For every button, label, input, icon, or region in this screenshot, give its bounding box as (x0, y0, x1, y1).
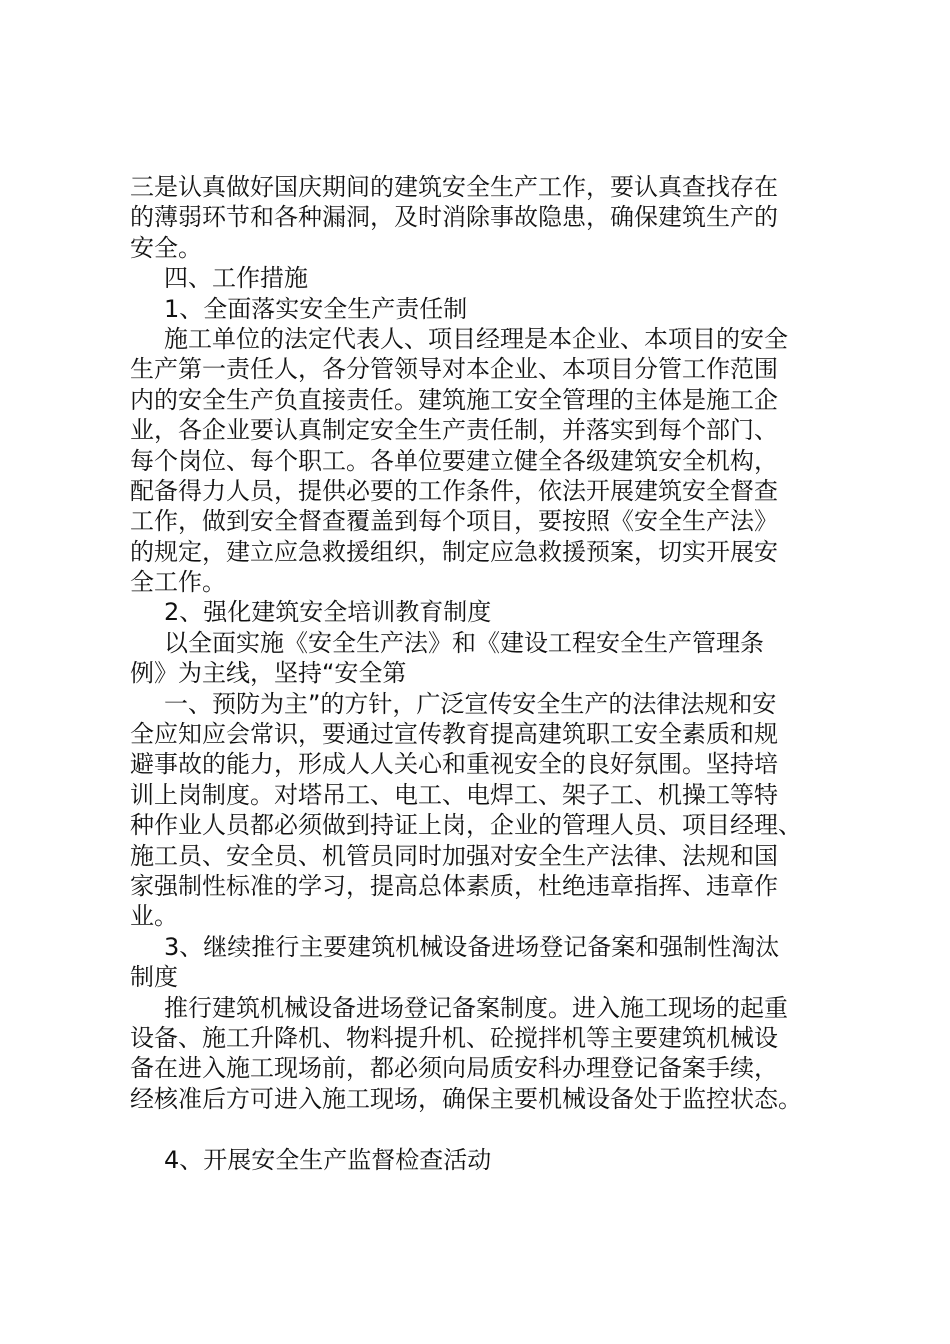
text-line: 避事故的能力，形成人人关心和重视安全的良好氛围。坚持培 (130, 750, 778, 779)
text-line: 设备、施工升降机、物料提升机、砼搅拌机等主要建筑机械设 (130, 1023, 778, 1052)
text-line: 种作业人员都必须做到持证上岗，企业的管理人员、项目经理、 (130, 811, 802, 840)
text-line: 备在进入施工现场前，都必须向局质安科办理登记备案手续， (130, 1054, 778, 1083)
subsection-heading: 1、全面落实安全生产责任制 (164, 294, 468, 323)
text-line: 配备得力人员，提供必要的工作条件，依法开展建筑安全督查 (130, 476, 778, 505)
text-line: 安全。 (130, 233, 202, 262)
text-line: 业。 (130, 902, 178, 931)
text-line: 的规定，建立应急救援组织，制定应急救援预案，切实开展安 (130, 537, 778, 566)
subsection-heading: 2、强化建筑安全培训教育制度 (164, 598, 492, 627)
text-line: 工作，做到安全督查覆盖到每个项目，要按照《安全生产法》 (130, 507, 778, 536)
blank-line (130, 1114, 842, 1144)
text-line: 施工员、安全员、机管员同时加强对安全生产法律、法规和国 (130, 841, 778, 870)
text-line: 制度 (130, 963, 178, 992)
subsection-heading: 4、开展安全生产监督检查活动 (164, 1145, 492, 1174)
paragraph-start: 以全面实施《安全生产法》和《建设工程安全生产管理条 (164, 628, 764, 657)
text-line: 全应知应会常识，要通过宣传教育提高建筑职工安全素质和规 (130, 720, 778, 749)
text-line: 例》为主线，坚持“安全第 (130, 659, 407, 688)
text-line: 训上岗制度。对塔吊工、电工、电焊工、架子工、机操工等特 (130, 780, 778, 809)
text-line: 内的安全生产负直接责任。建筑施工安全管理的主体是施工企 (130, 385, 778, 414)
paragraph-start: 推行建筑机械设备进场登记备案制度。进入施工现场的起重 (164, 993, 788, 1022)
paragraph-start: 施工单位的法定代表人、项目经理是本企业、本项目的安全 (164, 324, 788, 353)
paragraph-start: 一、预防为主”的方针，广泛宣传安全生产的法律法规和安 (164, 689, 777, 718)
text-line: 每个岗位、每个职工。各单位要建立健全各级建筑安全机构， (130, 446, 778, 475)
text-line: 生产第一责任人，各分管领导对本企业、本项目分管工作范围 (130, 355, 778, 384)
text-line: 全工作。 (130, 568, 226, 597)
text-line: 的薄弱环节和各种漏洞，及时消除事故隐患，确保建筑生产的 (130, 203, 778, 232)
text-line: 经核准后方可进入施工现场，确保主要机械设备处于监控状态。 (130, 1084, 802, 1113)
subsection-heading: 3、继续推行主要建筑机械设备进场登记备案和强制性淘汰 (164, 932, 780, 961)
section-heading: 四、工作措施 (164, 264, 308, 293)
text-line: 业，各企业要认真制定安全生产责任制，并落实到每个部门、 (130, 416, 778, 445)
text-line: 家强制性标准的学习，提高总体素质，杜绝违章指挥、违章作 (130, 871, 778, 900)
text-line: 三是认真做好国庆期间的建筑安全生产工作，要认真查找存在 (130, 173, 778, 201)
document-body (130, 172, 842, 1175)
